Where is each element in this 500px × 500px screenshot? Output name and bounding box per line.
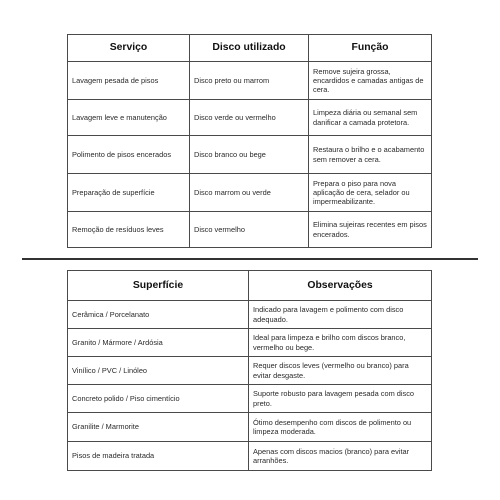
cell-observacoes: Indicado para lavagem e polimento com disco adequado.: [249, 301, 432, 329]
cell-observacoes: Ótimo desempenho com discos de polimento ou limpeza moderada.: [249, 413, 432, 442]
cell-superficie: Pisos de madeira tratada: [68, 442, 249, 471]
table-row: [68, 100, 432, 136]
table-row: [68, 212, 432, 248]
column-header-disco-utilizado: Disco utilizado: [190, 35, 309, 62]
cell-observacoes: Requer discos leves (vermelho ou branco) para evitar desgaste.: [249, 357, 432, 385]
services-table: [67, 34, 432, 248]
table-row: [68, 136, 432, 174]
cell-funcao: Limpeza diária ou semanal sem danificar a camada protetora.: [309, 100, 432, 136]
cell-disco: Disco verde ou vermelho: [190, 100, 309, 136]
cell-funcao: Elimina sujeiras recentes em pisos encerados.: [309, 212, 432, 248]
table-row: [68, 329, 432, 357]
cell-funcao: Remove sujeira grossa, encardidos e camadas antigas de cera.: [309, 62, 432, 100]
cell-superficie: Vinílico / PVC / Linóleo: [68, 357, 249, 385]
table-row: [68, 413, 432, 442]
table-row: [68, 301, 432, 329]
section-divider: [22, 258, 478, 260]
table-row: [68, 442, 432, 471]
column-header-funcao: Função: [309, 35, 432, 62]
cell-disco: Disco vermelho: [190, 212, 309, 248]
cell-servico: Preparação de superfície: [68, 174, 190, 212]
table-header-row: [68, 35, 432, 62]
cell-disco: Disco marrom ou verde: [190, 174, 309, 212]
column-header-superficie: Superfície: [68, 271, 249, 301]
column-header-servico: Serviço: [68, 35, 190, 62]
cell-servico: Lavagem pesada de pisos: [68, 62, 190, 100]
cell-observacoes: Suporte robusto para lavagem pesada com disco preto.: [249, 385, 432, 413]
cell-superficie: Granilite / Marmorite: [68, 413, 249, 442]
surfaces-table: [67, 270, 432, 471]
cell-superficie: Concreto polido / Piso cimentício: [68, 385, 249, 413]
table-row: [68, 385, 432, 413]
table-row: [68, 62, 432, 100]
cell-servico: Remoção de resíduos leves: [68, 212, 190, 248]
cell-observacoes: Apenas com discos macios (branco) para evitar arranhões.: [249, 442, 432, 471]
cell-servico: Lavagem leve e manutenção: [68, 100, 190, 136]
cell-superficie: Cerâmica / Porcelanato: [68, 301, 249, 329]
cell-servico: Polimento de pisos encerados: [68, 136, 190, 174]
cell-disco: Disco preto ou marrom: [190, 62, 309, 100]
cell-observacoes: Ideal para limpeza e brilho com discos branco, vermelho ou bege.: [249, 329, 432, 357]
cell-superficie: Granito / Mármore / Ardósia: [68, 329, 249, 357]
table-row: [68, 357, 432, 385]
cell-funcao: Restaura o brilho e o acabamento sem remover a cera.: [309, 136, 432, 174]
column-header-observacoes: Observações: [249, 271, 432, 301]
table-row: [68, 174, 432, 212]
cell-disco: Disco branco ou bege: [190, 136, 309, 174]
cell-funcao: Prepara o piso para nova aplicação de cera, selador ou impermeabilizante.: [309, 174, 432, 212]
table-header-row: [68, 271, 432, 301]
